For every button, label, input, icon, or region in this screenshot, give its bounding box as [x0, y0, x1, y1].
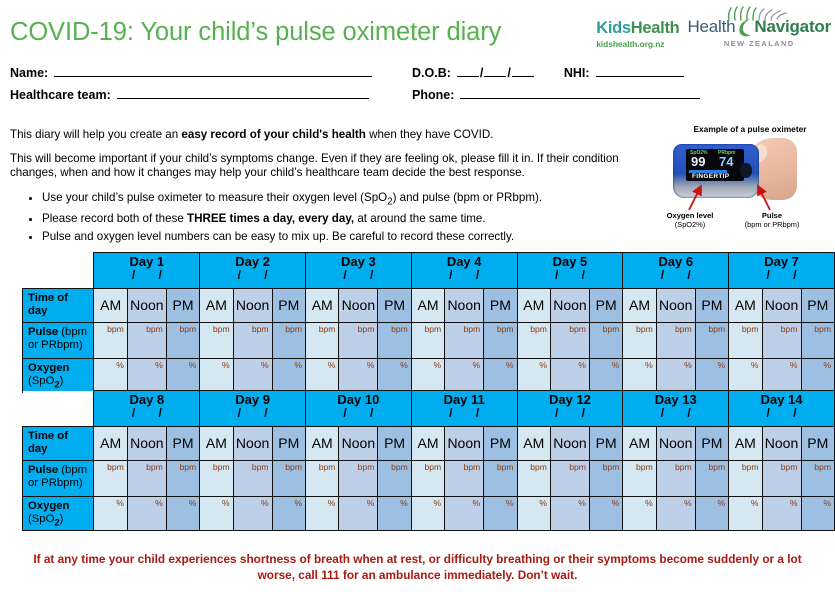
- health-navigator-health: Health: [687, 17, 736, 36]
- pulse-entry-cell[interactable]: bpm: [589, 460, 622, 496]
- oxygen-entry-cell[interactable]: %: [550, 358, 589, 393]
- time-cell-am: AM: [306, 427, 339, 461]
- day-header-14[interactable]: [729, 391, 835, 427]
- oxygen-entry-cell[interactable]: %: [623, 496, 656, 531]
- time-cell-pm: PM: [589, 427, 622, 461]
- list-item: [42, 229, 658, 244]
- day-label: Day 13: [654, 392, 697, 407]
- table-corner: [23, 391, 94, 427]
- day-label: Day 4: [446, 254, 482, 269]
- oxygen-entry-cell[interactable]: %: [166, 496, 199, 531]
- oxygen-entry-cell[interactable]: %: [762, 358, 801, 393]
- day-header-9[interactable]: [200, 391, 306, 427]
- pulse-entry-cell[interactable]: bpm: [517, 460, 550, 496]
- screen-spo2-value: 99: [691, 154, 706, 169]
- day-label: Day 12: [548, 392, 591, 407]
- oxygen-entry-cell[interactable]: %: [378, 358, 411, 393]
- oxygen-entry-cell[interactable]: %: [94, 496, 127, 531]
- time-cell-pm: PM: [801, 427, 835, 461]
- oxygen-entry-cell[interactable]: %: [801, 358, 835, 393]
- time-of-day-row: [23, 427, 835, 461]
- screen-spo2-label: SpO2%: [690, 150, 708, 156]
- pulse-entry-cell[interactable]: bpm: [729, 322, 762, 358]
- time-cell-noon: Noon: [445, 289, 484, 323]
- time-of-day-row: [23, 289, 835, 323]
- row-label-oxygen: [23, 496, 94, 531]
- kidshealth-logo-kids: Kids: [596, 19, 631, 37]
- pulse-oximeter-figure: [655, 124, 833, 240]
- row-label-pulse-bold: Pulse: [28, 325, 59, 338]
- pulse-entry-cell[interactable]: bpm: [306, 460, 339, 496]
- bullet-1-text-a: Use your child’s pulse oximeter to measure their oxygen level (SpO: [42, 190, 388, 204]
- day-label: Day 2: [235, 254, 270, 269]
- pulse-entry-cell[interactable]: bpm: [233, 460, 272, 496]
- row-label-time-of-day: Time of day: [23, 289, 94, 323]
- bullet-1-subscript: 2: [387, 196, 393, 208]
- oxygen-entry-cell[interactable]: %: [127, 496, 166, 531]
- day-label: Day 6: [658, 254, 694, 269]
- pulse-row: [23, 460, 835, 496]
- day-label: Day 1: [129, 254, 165, 269]
- pulse-entry-cell[interactable]: bpm: [762, 322, 801, 358]
- oxygen-entry-cell[interactable]: %: [801, 496, 835, 531]
- day-header-13[interactable]: [623, 391, 729, 427]
- pulse-entry-cell[interactable]: bpm: [339, 322, 378, 358]
- pulse-entry-cell[interactable]: bpm: [550, 322, 589, 358]
- logo-group: [596, 14, 831, 49]
- day-date-input[interactable]: / /: [449, 406, 490, 421]
- oxygen-entry-cell[interactable]: %: [695, 358, 728, 393]
- name-row: [10, 64, 372, 80]
- screen-pr-value: 74: [719, 154, 734, 169]
- screen-pr-label: PRbpm: [718, 150, 736, 156]
- time-cell-pm: PM: [272, 427, 305, 461]
- oxygen-entry-cell[interactable]: %: [411, 358, 444, 393]
- pulse-annotation-sub: (bpm or PRbpm): [744, 219, 800, 229]
- table-body: [23, 391, 835, 531]
- pulse-entry-cell[interactable]: bpm: [762, 460, 801, 496]
- time-cell-am: AM: [411, 427, 444, 461]
- day-label: Day 9: [235, 392, 270, 407]
- time-cell-am: AM: [411, 289, 444, 323]
- pulse-entry-cell[interactable]: bpm: [445, 460, 484, 496]
- phone-input[interactable]: [460, 86, 700, 99]
- time-cell-noon: Noon: [339, 427, 378, 461]
- pulse-entry-cell[interactable]: bpm: [695, 460, 728, 496]
- pulse-entry-cell[interactable]: bpm: [272, 460, 305, 496]
- pulse-row: [23, 322, 835, 358]
- day-date-input[interactable]: / /: [237, 268, 278, 283]
- oxygen-entry-cell[interactable]: %: [378, 496, 411, 531]
- day-header-2[interactable]: [200, 253, 306, 289]
- oxygen-entry-cell[interactable]: %: [623, 358, 656, 393]
- oxygen-entry-cell[interactable]: %: [233, 358, 272, 393]
- day-header-12[interactable]: [517, 391, 623, 427]
- swoosh-icon: [737, 16, 752, 38]
- oxygen-entry-cell[interactable]: %: [272, 496, 305, 531]
- pulse-entry-cell[interactable]: bpm: [729, 460, 762, 496]
- day-header-4[interactable]: [411, 253, 517, 289]
- pulse-entry-cell[interactable]: bpm: [623, 460, 656, 496]
- healthcare-team-label: Healthcare team:: [10, 88, 111, 102]
- diary-table-week-2: [22, 390, 835, 531]
- grass-icon: [725, 5, 787, 26]
- time-cell-am: AM: [729, 289, 762, 323]
- phone-row: [412, 86, 700, 102]
- pulse-entry-cell[interactable]: bpm: [272, 322, 305, 358]
- oximeter-device: [673, 144, 759, 198]
- day-label: Day 7: [764, 254, 799, 269]
- time-cell-am: AM: [200, 289, 233, 323]
- oxygen-entry-cell[interactable]: %: [589, 358, 622, 393]
- oxygen-entry-cell[interactable]: %: [166, 358, 199, 393]
- bullet-2-text-a: Please record both of these: [42, 212, 188, 226]
- pulse-entry-cell[interactable]: bpm: [801, 460, 835, 496]
- time-cell-am: AM: [729, 427, 762, 461]
- day-date-input[interactable]: / /: [766, 268, 807, 283]
- dob-separator-2: /: [507, 66, 511, 80]
- oxygen-entry-cell[interactable]: %: [729, 496, 762, 531]
- day-date-input[interactable]: / /: [554, 268, 595, 283]
- time-cell-pm: PM: [589, 289, 622, 323]
- time-cell-noon: Noon: [762, 289, 801, 323]
- time-cell-noon: Noon: [550, 427, 589, 461]
- time-cell-pm: PM: [695, 427, 728, 461]
- oxygen-entry-cell[interactable]: %: [484, 496, 517, 531]
- health-navigator-logo: [687, 14, 831, 48]
- day-header-5[interactable]: [517, 253, 623, 289]
- pulse-entry-cell[interactable]: bpm: [484, 460, 517, 496]
- day-header-8[interactable]: [94, 391, 200, 427]
- time-cell-pm: PM: [378, 289, 411, 323]
- intro-text: [10, 128, 658, 246]
- time-cell-am: AM: [200, 427, 233, 461]
- dob-row: [412, 64, 684, 80]
- oxygen-entry-cell[interactable]: %: [411, 496, 444, 531]
- dob-month-input[interactable]: [484, 64, 506, 77]
- oxygen-entry-cell[interactable]: %: [272, 358, 305, 393]
- table-corner: [23, 253, 94, 289]
- pulse-entry-cell[interactable]: bpm: [656, 460, 695, 496]
- diary-table-week-1: [22, 252, 835, 393]
- time-cell-am: AM: [623, 289, 656, 323]
- pulse-annotation: [729, 212, 815, 229]
- phone-label: Phone:: [412, 88, 455, 102]
- nhi-input[interactable]: [596, 64, 684, 77]
- oximeter-illustration: [673, 138, 793, 204]
- oxygen-entry-cell[interactable]: %: [656, 496, 695, 531]
- time-cell-pm: PM: [166, 427, 199, 461]
- emergency-warning: If at any time your child experiences shortness of breath when at rest, or difficulty breathing or their symptoms become suddenly or a lot worse, call 111 for an ambulance immediately. Don’t wait.: [33, 552, 802, 583]
- oxygen-row: [23, 496, 835, 531]
- list-item: [42, 211, 658, 226]
- time-cell-noon: Noon: [127, 427, 166, 461]
- pulse-entry-cell[interactable]: bpm: [378, 460, 411, 496]
- time-cell-pm: PM: [801, 289, 835, 323]
- bullet-1-text-b: ) and pulse (bpm or PRbpm).: [392, 190, 543, 204]
- pulse-entry-cell[interactable]: bpm: [550, 460, 589, 496]
- kidshealth-url: kidshealth.org.nz: [596, 38, 665, 49]
- page-title: COVID-19: Your child’s pulse oximeter diary: [10, 18, 502, 46]
- oxygen-entry-cell[interactable]: %: [729, 358, 762, 393]
- time-cell-am: AM: [517, 289, 550, 323]
- time-cell-am: AM: [306, 289, 339, 323]
- kidshealth-logo: [596, 14, 679, 49]
- oxygen-entry-cell[interactable]: %: [200, 358, 233, 393]
- oxygen-row: [23, 358, 835, 393]
- row-label-oxygen-thin: (SpO: [28, 374, 55, 387]
- instruction-list: [10, 190, 658, 244]
- oxygen-entry-cell[interactable]: %: [550, 496, 589, 531]
- row-label-oxygen-thin: (SpO: [28, 512, 55, 525]
- day-date-input[interactable]: / /: [660, 406, 701, 421]
- time-cell-am: AM: [94, 427, 127, 461]
- day-label: Day 11: [443, 392, 485, 407]
- time-cell-pm: PM: [166, 289, 199, 323]
- healthcare-team-row: [10, 86, 369, 102]
- oxygen-entry-cell[interactable]: %: [339, 496, 378, 531]
- day-header-6[interactable]: [623, 253, 729, 289]
- health-navigator-navigator: Navigator: [754, 17, 831, 36]
- time-cell-pm: PM: [484, 427, 517, 461]
- pulse-entry-cell[interactable]: bpm: [200, 322, 233, 358]
- pulse-entry-cell[interactable]: bpm: [339, 460, 378, 496]
- pulse-entry-cell[interactable]: bpm: [411, 460, 444, 496]
- oxygen-level-annotation-title: Oxygen level: [666, 211, 714, 220]
- kidshealth-logo-health: Health: [630, 19, 680, 37]
- pulse-entry-cell[interactable]: bpm: [517, 322, 550, 358]
- pulse-entry-cell[interactable]: bpm: [200, 460, 233, 496]
- row-label-oxygen-thin2: ): [59, 512, 64, 525]
- oxygen-entry-cell[interactable]: %: [762, 496, 801, 531]
- day-date-input[interactable]: / /: [660, 268, 701, 283]
- dob-year-input[interactable]: [512, 64, 534, 77]
- oxygen-entry-cell[interactable]: %: [445, 496, 484, 531]
- day-header-row: [23, 391, 835, 427]
- time-cell-noon: Noon: [233, 427, 272, 461]
- time-cell-pm: PM: [695, 289, 728, 323]
- oxygen-entry-cell[interactable]: %: [200, 496, 233, 531]
- pulse-entry-cell[interactable]: bpm: [127, 460, 166, 496]
- oxygen-entry-cell[interactable]: %: [233, 496, 272, 531]
- row-label-pulse: [23, 460, 94, 496]
- pulse-entry-cell[interactable]: bpm: [445, 322, 484, 358]
- oxygen-entry-cell[interactable]: %: [445, 358, 484, 393]
- dob-separator-1: /: [479, 66, 484, 80]
- intro-p1-bold: easy record of your child's health: [181, 128, 366, 141]
- healthcare-team-input[interactable]: [117, 86, 369, 99]
- time-cell-am: AM: [517, 427, 550, 461]
- bullet-2-text-b: at around the same time.: [354, 212, 486, 226]
- row-label-pulse: [23, 322, 94, 358]
- time-cell-noon: Noon: [656, 427, 695, 461]
- intro-p1-c: when they have COVID.: [365, 128, 494, 141]
- intro-paragraph-2: This will become important if your child’s symptoms change. Even if they are feeling ok, please fill it in. If their condition changes, when and how it changes may help your child’s healthcare team decide the best response.: [10, 151, 619, 180]
- name-input[interactable]: [54, 64, 372, 77]
- oxygen-entry-cell[interactable]: %: [589, 496, 622, 531]
- oximeter-caption: Example of a pulse oximeter: [693, 124, 807, 134]
- row-label-oxygen-sub: 2: [54, 516, 60, 528]
- dob-day-input[interactable]: [457, 64, 479, 77]
- day-header-10[interactable]: [306, 391, 412, 427]
- pulse-entry-cell[interactable]: bpm: [623, 322, 656, 358]
- row-label-pulse-thin: (bpm or PRbpm): [28, 463, 88, 489]
- oxygen-entry-cell[interactable]: %: [517, 496, 550, 531]
- time-cell-noon: Noon: [762, 427, 801, 461]
- day-header-7[interactable]: [729, 253, 835, 289]
- day-header-11[interactable]: [411, 391, 517, 427]
- intro-paragraph-1: [10, 128, 658, 143]
- row-label-oxygen-thin2: ): [59, 374, 64, 387]
- pulse-entry-cell[interactable]: bpm: [127, 322, 166, 358]
- time-cell-pm: PM: [484, 289, 517, 323]
- day-label: Day 5: [552, 254, 588, 269]
- time-cell-noon: Noon: [127, 289, 166, 323]
- oximeter-brand-label: FINGERTIP: [692, 173, 730, 180]
- bullet-3-text: Pulse and oxygen level numbers can be easy to mix up. Be careful to record these correctly.: [42, 229, 515, 243]
- time-cell-noon: Noon: [656, 289, 695, 323]
- pulse-entry-cell[interactable]: bpm: [306, 322, 339, 358]
- pulse-annotation-title: Pulse: [761, 211, 783, 220]
- oxygen-level-annotation-sub: (SpO2%): [674, 219, 706, 229]
- intro-p1-a: This diary will help you create an: [10, 128, 182, 141]
- oxygen-entry-cell[interactable]: %: [517, 358, 550, 393]
- time-cell-noon: Noon: [339, 289, 378, 323]
- day-label: Day 10: [337, 392, 380, 407]
- pulse-entry-cell[interactable]: bpm: [94, 460, 127, 496]
- pulse-entry-cell[interactable]: bpm: [801, 322, 835, 358]
- row-label-oxygen-bold: Oxygen: [28, 361, 70, 374]
- time-cell-am: AM: [94, 289, 127, 323]
- day-date-input[interactable]: / /: [554, 406, 595, 421]
- oxygen-entry-cell[interactable]: %: [127, 358, 166, 393]
- row-label-pulse-bold: Pulse: [28, 463, 59, 476]
- day-header-row: [23, 253, 835, 289]
- bullet-2-bold: THREE times a day, every day,: [187, 212, 355, 226]
- day-label: Day 8: [129, 392, 165, 407]
- day-date-input[interactable]: / /: [131, 406, 172, 421]
- time-cell-pm: PM: [272, 289, 305, 323]
- dob-label: D.O.B:: [412, 66, 451, 80]
- time-cell-noon: Noon: [550, 289, 589, 323]
- day-header-1[interactable]: [94, 253, 200, 289]
- page-header: [0, 0, 835, 64]
- oxygen-entry-cell[interactable]: %: [94, 358, 127, 393]
- table-body: [23, 253, 835, 393]
- pulse-entry-cell[interactable]: bpm: [484, 322, 517, 358]
- row-label-time-of-day: Time of day: [23, 427, 94, 461]
- oxygen-level-annotation: [653, 212, 727, 229]
- day-date-input[interactable]: / /: [449, 268, 490, 283]
- row-label-oxygen-bold: Oxygen: [28, 499, 70, 512]
- day-date-input[interactable]: / /: [343, 268, 384, 283]
- oxygen-entry-cell[interactable]: %: [656, 358, 695, 393]
- row-label-oxygen: [23, 358, 94, 393]
- pulse-entry-cell[interactable]: bpm: [411, 322, 444, 358]
- day-date-input[interactable]: / /: [343, 406, 384, 421]
- oxygen-entry-cell[interactable]: %: [695, 496, 728, 531]
- oxygen-entry-cell[interactable]: %: [484, 358, 517, 393]
- time-cell-pm: PM: [378, 427, 411, 461]
- day-date-input[interactable]: / /: [766, 406, 807, 421]
- pulse-entry-cell[interactable]: bpm: [656, 322, 695, 358]
- pulse-entry-cell[interactable]: bpm: [233, 322, 272, 358]
- time-cell-am: AM: [623, 427, 656, 461]
- day-label: Day 14: [760, 392, 803, 407]
- oximeter-screen: [686, 149, 744, 181]
- pulse-entry-cell[interactable]: bpm: [166, 460, 199, 496]
- list-item: [42, 190, 658, 209]
- day-label: Day 3: [341, 254, 376, 269]
- health-navigator-country: NEW ZEALAND: [723, 39, 795, 48]
- oxygen-entry-cell[interactable]: %: [306, 496, 339, 531]
- oxygen-entry-cell[interactable]: %: [306, 358, 339, 393]
- name-label: Name:: [10, 66, 49, 80]
- row-label-pulse-thin: (bpm or PRbpm): [28, 325, 88, 351]
- pulse-entry-cell[interactable]: bpm: [378, 322, 411, 358]
- time-cell-noon: Noon: [445, 427, 484, 461]
- pulse-entry-cell[interactable]: bpm: [166, 322, 199, 358]
- pulse-entry-cell[interactable]: bpm: [94, 322, 127, 358]
- oxygen-entry-cell[interactable]: %: [339, 358, 378, 393]
- form-fields: [0, 64, 835, 110]
- pulse-entry-cell[interactable]: bpm: [589, 322, 622, 358]
- day-header-3[interactable]: [306, 253, 412, 289]
- row-label-oxygen-sub: 2: [54, 378, 60, 390]
- oximeter-power-button: [740, 163, 752, 178]
- day-date-input[interactable]: / /: [131, 268, 172, 283]
- day-date-input[interactable]: / /: [237, 406, 278, 421]
- pulse-entry-cell[interactable]: bpm: [695, 322, 728, 358]
- nhi-label: NHI:: [563, 66, 590, 80]
- time-cell-noon: Noon: [233, 289, 272, 323]
